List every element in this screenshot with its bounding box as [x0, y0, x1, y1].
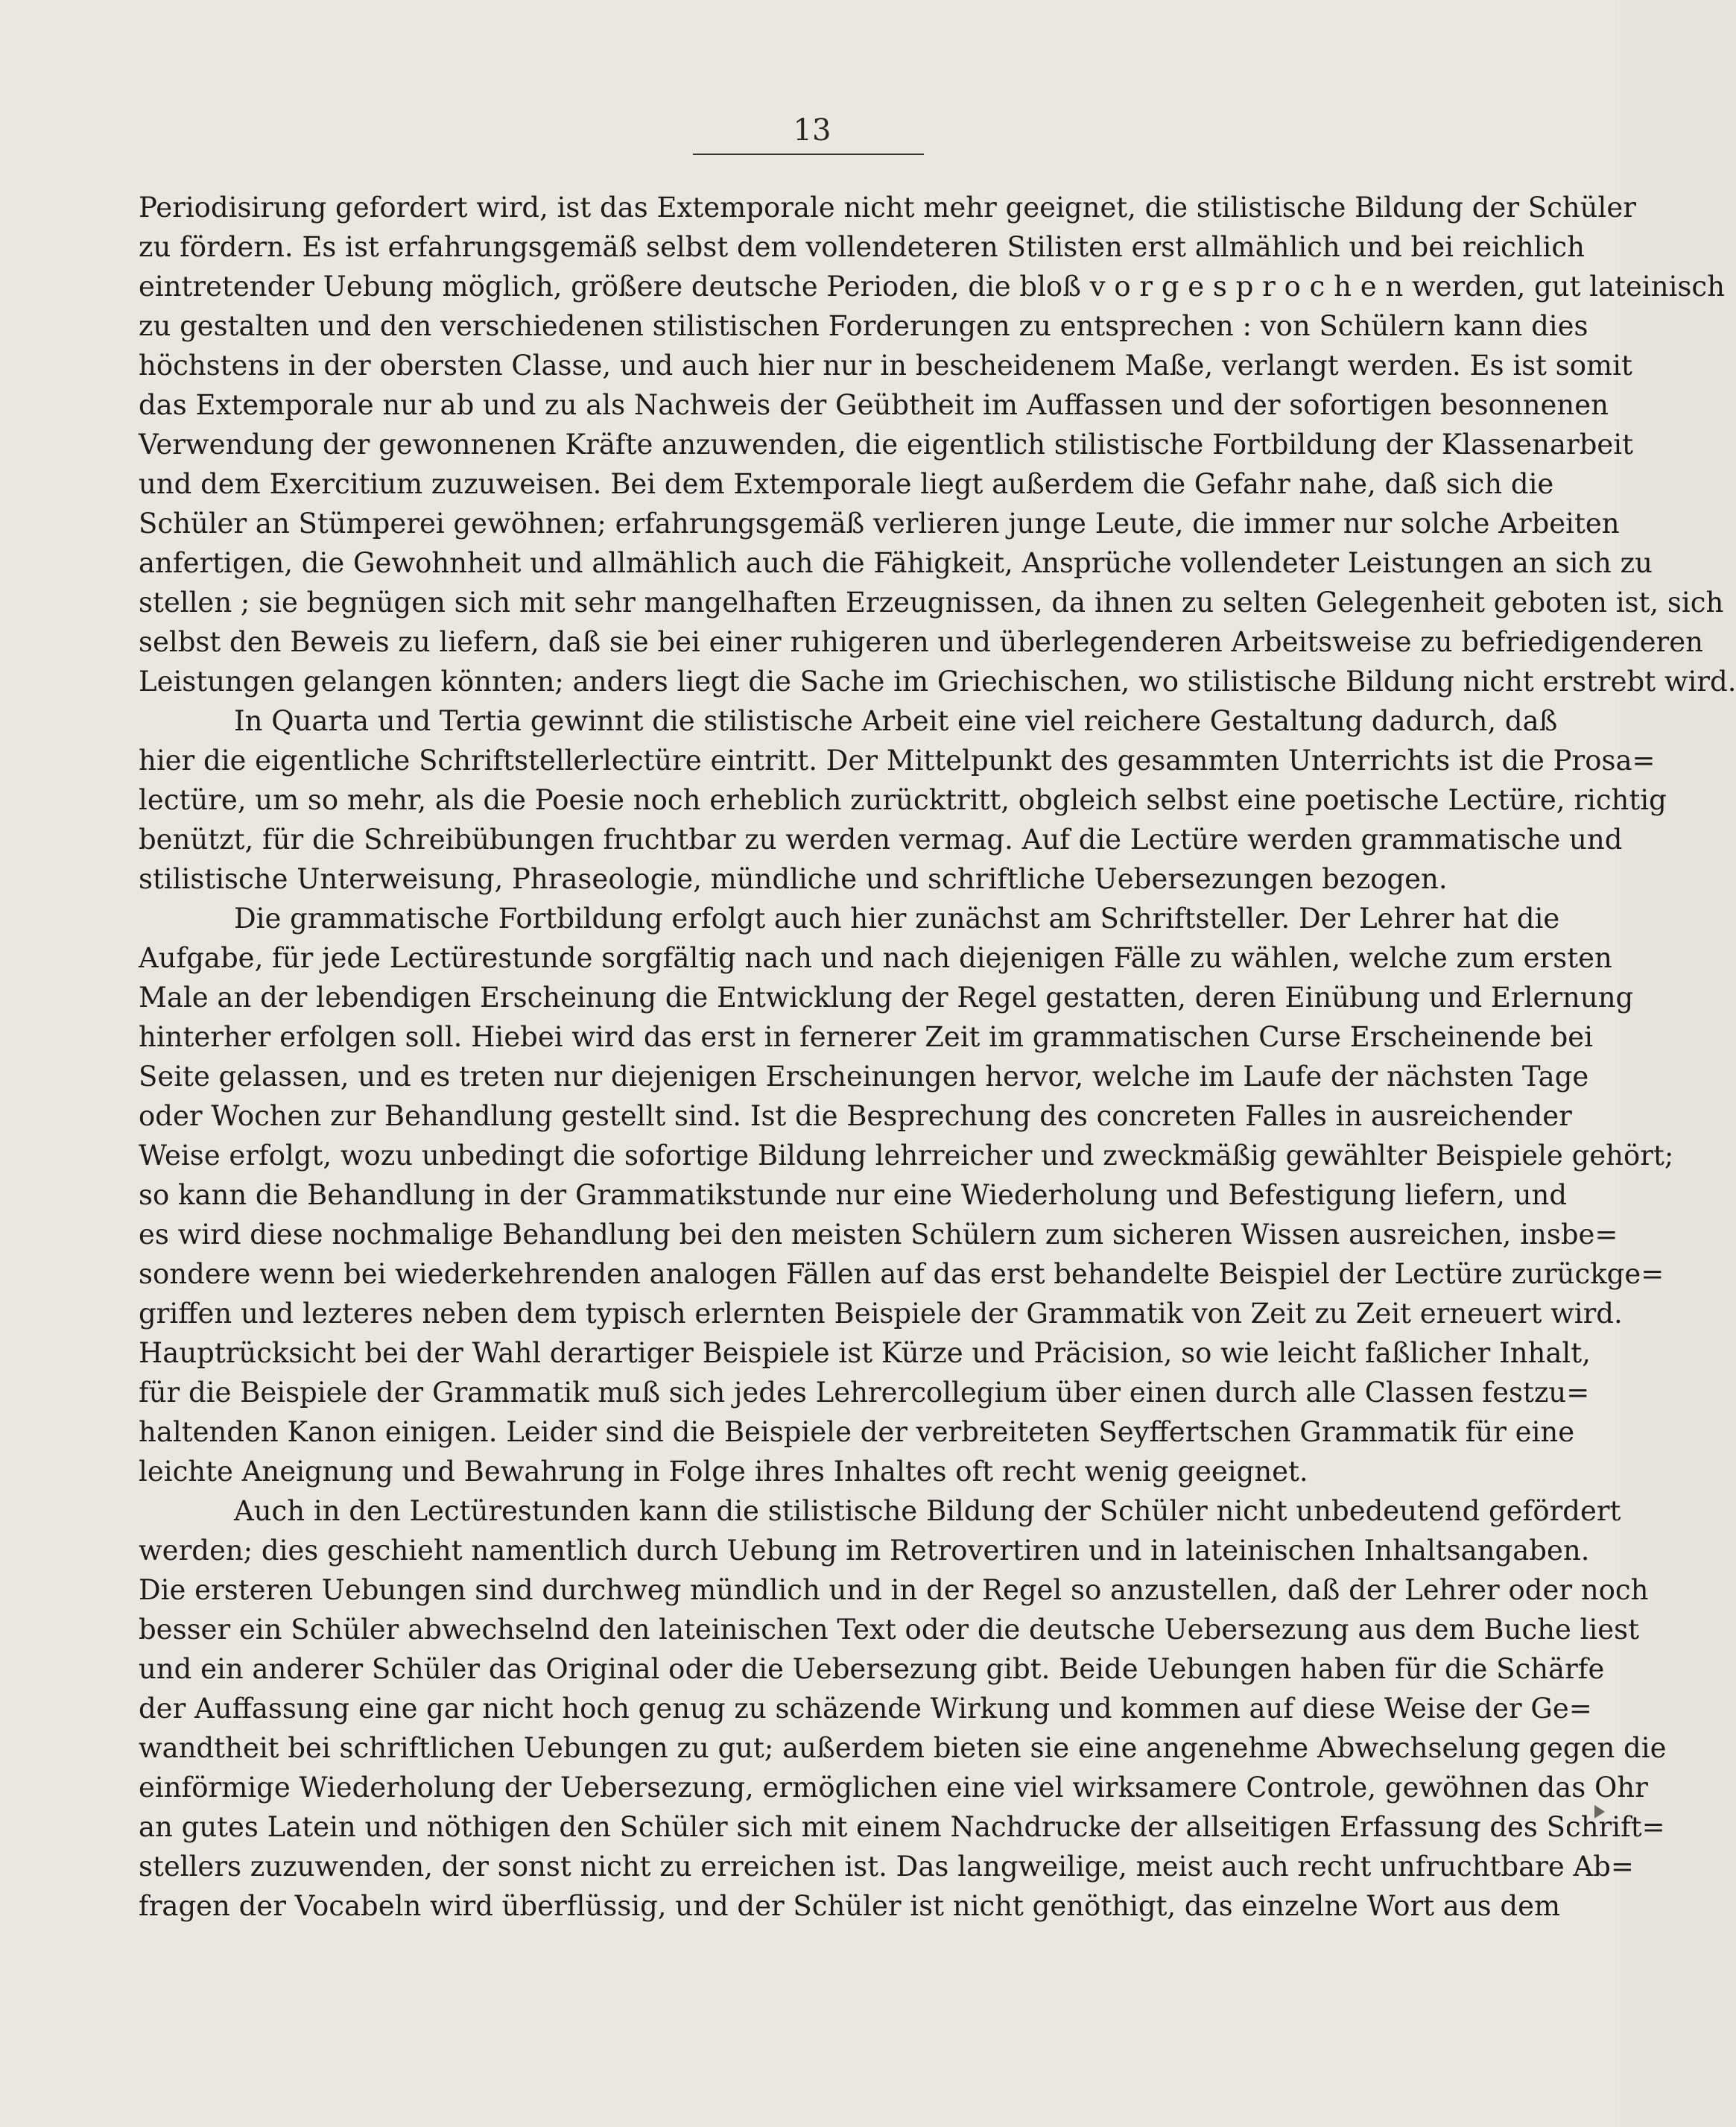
text-line: das Extemporale nur ab und zu als Nachweis der Geübtheit im Auffassen und der sofortigen besonnenen: [139, 389, 1609, 421]
text-line: stilistische Unterweisung, Phraseologie, mündliche und schriftliche Uebersezungen bezogen.: [139, 863, 1448, 895]
text-line: einförmige Wiederholung der Uebersezung, ermöglichen eine viel wirksamere Controle, gewöhnen das Ohr: [139, 1772, 1648, 1804]
margin-arrow-icon: [1594, 1805, 1605, 1818]
text-line: Male an der lebendigen Erscheinung die Entwicklung der Regel gestatten, deren Einübung und Erlernung: [139, 982, 1634, 1014]
text-line: es wird diese nochmalige Behandlung bei den meisten Schülern zum sicheren Wissen ausreichen, insbe=: [139, 1219, 1618, 1251]
text-line: fragen der Vocabeln wird überflüssig, und der Schüler ist nicht genöthigt, das einzelne Wort aus dem: [139, 1890, 1561, 1922]
text-line: an gutes Latein und nöthigen den Schüler sich mit einem Nachdrucke der allseitigen Erfassung des Schrift=: [139, 1811, 1665, 1843]
text-line: lectüre, um so mehr, als die Poesie noch erheblich zurücktritt, obgleich selbst eine poetische Lectüre, richtig: [139, 784, 1667, 816]
text-line: haltenden Kanon einigen. Leider sind die Beispiele der verbreiteten Seyffertschen Grammatik für eine: [139, 1416, 1575, 1448]
text-line: anfertigen, die Gewohnheit und allmählich auch die Fähigkeit, Ansprüche vollendeter Leistungen an sich zu: [139, 547, 1653, 579]
page-number: 13: [793, 113, 831, 148]
text-line: für die Beispiele der Grammatik muß sich jedes Lehrercollegium über einen durch alle Classen festzu=: [139, 1377, 1590, 1409]
text-line: höchstens in der obersten Classe, und auch hier nur in bescheidenem Maße, verlangt werden. Es ist somit: [139, 350, 1632, 382]
text-line: Aufgabe, für jede Lectürestunde sorgfältig nach und nach diejenigen Fälle zu wählen, welche zum ersten: [139, 942, 1612, 974]
text-line: zu gestalten und den verschiedenen stilistischen Forderungen zu entsprechen : von Schülern kann dies: [139, 310, 1588, 342]
text-line: Periodisirung gefordert wird, ist das Extemporale nicht mehr geeignet, die stilistische Bildung der Schüler: [139, 192, 1636, 224]
text-line: Verwendung der gewonnenen Kräfte anzuwenden, die eigentlich stilistische Fortbildung der Klassenarbeit: [139, 429, 1634, 461]
text-line: hinterher erfolgen soll. Hiebei wird das erst in fernerer Zeit im grammatischen Curse Erscheinende bei: [139, 1021, 1593, 1053]
text-line: hier die eigentliche Schriftstellerlectüre eintritt. Der Mittelpunkt des gesammten Unterrichts ist die Prosa=: [139, 745, 1656, 777]
text-line: Die ersteren Uebungen sind durchweg mündlich und in der Regel so anzustellen, daß der Lehrer oder noch: [139, 1574, 1649, 1606]
text-line: griffen und lezteres neben dem typisch erlernten Beispiele der Grammatik von Zeit zu Zeit erneuert wird.: [139, 1298, 1623, 1330]
text-line: In Quarta und Tertia gewinnt die stilistische Arbeit eine viel reichere Gestaltung dadurch, daß: [234, 705, 1558, 737]
body-text: [139, 188, 1736, 1926]
text-line: eintretender Uebung möglich, größere deutsche Perioden, die bloß v o r g e s p r o c h e n werden, gut lateinisch: [139, 271, 1725, 303]
text-line: Leistungen gelangen könnten; anders liegt die Sache im Griechischen, wo stilistische Bildung nicht erstrebt wird.: [139, 666, 1736, 698]
text-line: und dem Exercitium zuzuweisen. Bei dem Extemporale liegt außerdem die Gefahr nahe, daß sich die: [139, 468, 1554, 500]
text-line: und ein anderer Schüler das Original oder die Uebersezung gibt. Beide Uebungen haben für die Schärfe: [139, 1653, 1605, 1685]
header-rule: [693, 154, 924, 155]
text-line: Schüler an Stümperei gewöhnen; erfahrungsgemäß verlieren junge Leute, die immer nur solche Arbeiten: [139, 508, 1620, 540]
text-line: Seite gelassen, und es treten nur diejenigen Erscheinungen hervor, welche im Laufe der nächsten Tage: [139, 1061, 1589, 1093]
text-line: wandtheit bei schriftlichen Uebungen zu gut; außerdem bieten sie eine angenehme Abwechselung gegen die: [139, 1732, 1667, 1764]
text-line: oder Wochen zur Behandlung gestellt sind. Ist die Besprechung des concreten Falles in ausreichender: [139, 1100, 1572, 1132]
text-line: benützt, für die Schreibübungen fruchtbar zu werden vermag. Auf die Lectüre werden grammatische und: [139, 824, 1623, 856]
text-line: so kann die Behandlung in der Grammatikstunde nur eine Wiederholung und Befestigung liefern, und: [139, 1179, 1568, 1211]
text-line: selbst den Beweis zu liefern, daß sie bei einer ruhigeren und überlegenderen Arbeitsweise zu befriedigenderen: [139, 626, 1703, 658]
text-line: zu fördern. Es ist erfahrungsgemäß selbst dem vollendeteren Stilisten erst allmählich und bei reichlich: [139, 231, 1585, 263]
text-line: leichte Aneignung und Bewahrung in Folge ihres Inhaltes oft recht wenig geeignet.: [139, 1456, 1308, 1488]
text-line: werden; dies geschieht namentlich durch Uebung im Retrovertiren und in lateinischen Inhaltsangaben.: [139, 1535, 1590, 1567]
text-line: stellers zuzuwenden, der sonst nicht zu erreichen ist. Das langweilige, meist auch recht unfruchtbare Ab=: [139, 1851, 1634, 1883]
text-line: der Auffassung eine gar nicht hoch genug zu schäzende Wirkung und kommen auf diese Weise der Ge=: [139, 1693, 1592, 1725]
text-line: stellen ; sie begnügen sich mit sehr mangelhaften Erzeugnissen, da ihnen zu selten Gelegenheit geboten ist, sich: [139, 587, 1724, 619]
text-line: besser ein Schüler abwechselnd den lateinischen Text oder die deutsche Uebersezung aus dem Buche liest: [139, 1614, 1640, 1646]
text-line: Hauptrücksicht bei der Wahl derartiger Beispiele ist Kürze und Präcision, so wie leicht faßlicher Inhalt,: [139, 1337, 1591, 1369]
text-line: Auch in den Lectürestunden kann die stilistische Bildung der Schüler nicht unbedeutend gefördert: [234, 1495, 1621, 1527]
text-line: Weise erfolgt, wozu unbedingt die sofortige Bildung lehrreicher und zweckmäßig gewählter Beispiele gehört;: [139, 1140, 1674, 1172]
text-line: sondere wenn bei wiederkehrenden analogen Fällen auf das erst behandelte Beispiel der Lectüre zurückge=: [139, 1258, 1664, 1290]
text-line: Die grammatische Fortbildung erfolgt auch hier zunächst am Schriftsteller. Der Lehrer hat die: [234, 903, 1560, 935]
